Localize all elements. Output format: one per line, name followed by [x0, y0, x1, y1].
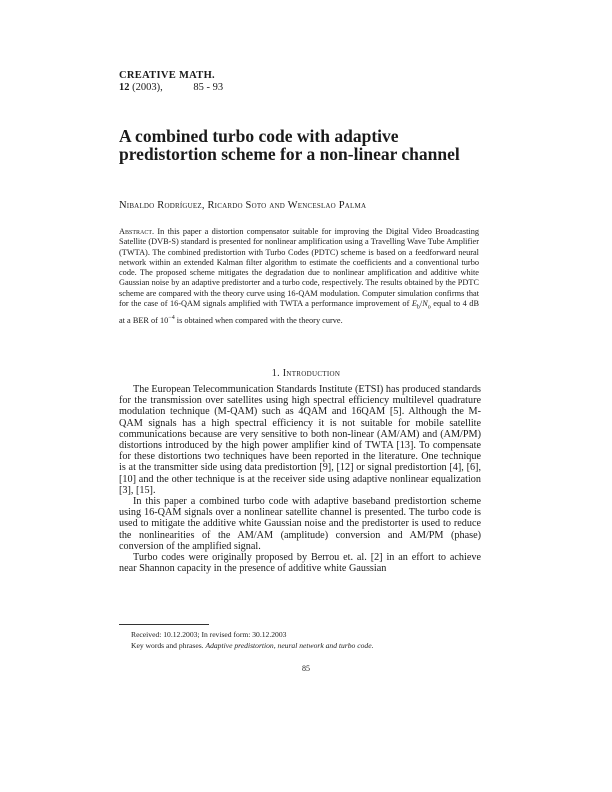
abstract-label: Abstract. — [119, 227, 155, 236]
paper-title: A combined turbo code with adaptive predistortion scheme for a non-linear channel — [119, 126, 460, 164]
section-heading-introduction — [0, 368, 612, 379]
keywords-label: Key words and phrases. — [131, 641, 204, 650]
abstract-math-exp: −4 — [168, 314, 175, 321]
abstract-math-eb-sub: b — [416, 304, 420, 311]
footnote-divider — [119, 624, 209, 625]
journal-pages: 85 - 93 — [193, 82, 224, 93]
journal-volume: 12 — [119, 82, 130, 93]
journal-issue — [119, 82, 223, 94]
abstract-math-no-sub: o — [427, 304, 431, 311]
body-text — [119, 384, 481, 574]
paragraph-2: In this paper a combined turbo code with adaptive baseband predistortion scheme using 16-QAM signals over a nonlinear satellite channel is presented. The turbo code is used to mitigate the additive white Gaussian noise and the predistorter is used to reduce the nonlinearities of the AM/AM (amplitude) conversion and AM/PM (phase) conversion of the amplified signal. — [119, 496, 481, 552]
keywords-text: Adaptive predistortion, neural network and turbo code. — [205, 641, 374, 650]
paragraph-1: The European Telecommunication Standards Institute (ETSI) has produced standards for the transmission over satellites using high spectral efficiency multilevel quadrature modulation technique (M-QAM) such as 4QAM and 16QAM [5]. Although the M-QAM signals has a high spectral efficiency it is not suitable for mobile satellite communications because are very sensitive to both non-linear (AM/AM) and (AM/PM) distortions introduced by the high power amplifier kind of TWTA [13]. To compensate for these distortions two techniques have been reported in the literature. One technique is at the transmitter side using data predistortion [9], [12] or signal predistortion [4], [6], [10] and the other technique is at the receiver side using adaptive nonlinear equalization [3], [15]. — [119, 384, 481, 496]
paragraph-3: Turbo codes were originally proposed by Berrou et. al. [2] in an effort to achieve near Shannon capacity in the presence of additive white Gaussian — [119, 552, 481, 575]
journal-header — [119, 70, 223, 94]
abstract-text-start: In this paper a distortion compensator suitable for improving the Digital Video Broadcasting Satellite (DVB-S) standard is presented for nonlinear amplification using a Travelling Wave Tube Amplifier (TWTA). The combined predistortion with Turbo Codes (PDTC) scheme is based on a feedforward neural network within an extended Kalman filter algorithm to estimate the coefficients and a conventional turbo code. The proposed scheme mitigates the degradation due to nonlinear amplification and additive white Gaussian noise by an adaptive predistorter and a turbo code, respectively. The results obtained by the PDTC scheme are compared with the theory curve using 16-QAM modulation. Computer simulation confirms that for the case of 16-QAM signals amplified with TWTA a performance improvement of — [119, 227, 480, 308]
footnote-keywords — [131, 640, 373, 651]
paper-authors: Nibaldo Rodríguez, Ricardo Soto and Wenceslao Palma — [119, 200, 367, 211]
abstract-math-eb: E — [411, 298, 417, 308]
abstract-text-mid: equal to 4 dB at a BER of 10 — [119, 298, 479, 325]
abstract — [119, 227, 479, 326]
footnote-received: Received: 10.12.2003; In revised form: 30.12.2003 — [131, 630, 287, 639]
journal-name: CREATIVE MATH. — [119, 70, 215, 81]
section-number: 1. — [271, 368, 280, 379]
abstract-text-end: is obtained when compared with the theory curve. — [174, 315, 343, 325]
section-title: Introduction — [282, 368, 341, 379]
journal-year: (2003), — [132, 82, 163, 93]
page-number: 85 — [302, 664, 310, 673]
abstract-math-slash: / — [419, 298, 423, 308]
abstract-math-no: N — [422, 298, 428, 308]
footnotes — [131, 629, 373, 651]
